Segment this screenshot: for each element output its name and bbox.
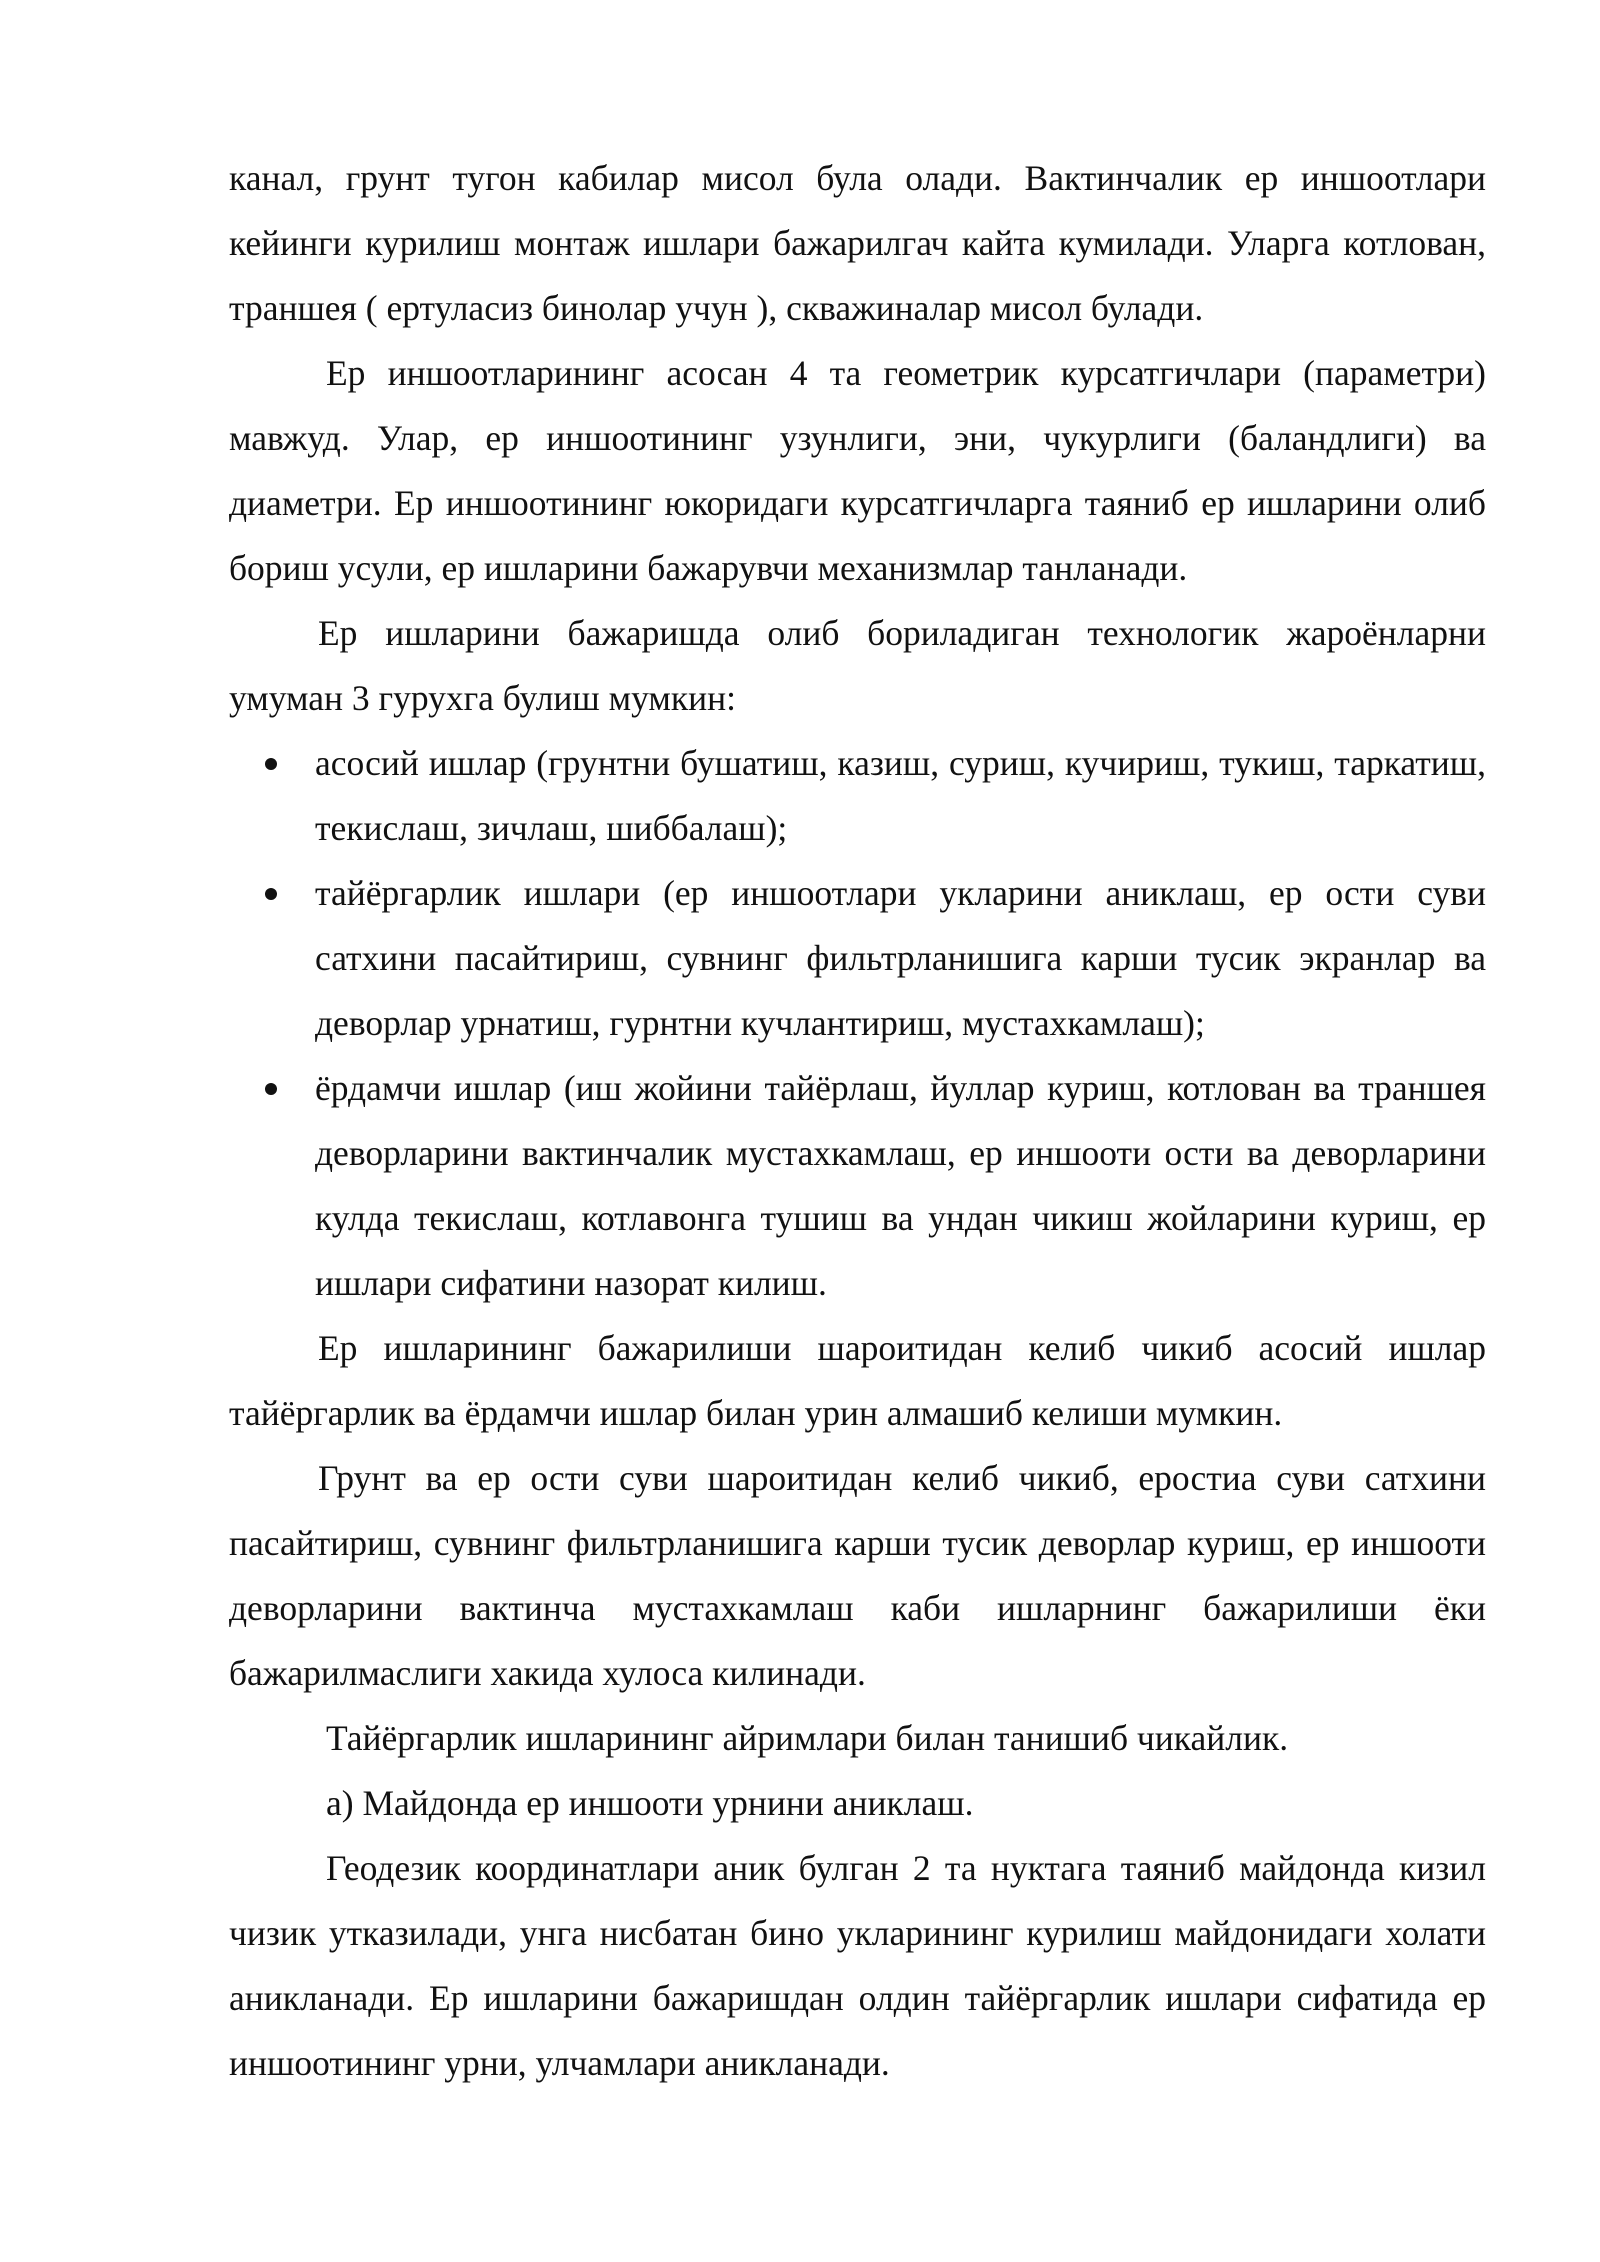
paragraph: Ер ишларини бажаришда олиб бориладиган технологик жароёнларни умуман 3 гурухга булиш мумкин: bbox=[229, 613, 1486, 718]
list-item bbox=[315, 1056, 1486, 1316]
paragraph: Грунт ва ер ости суви шароитидан келиб чикиб, еростиа суви сатхини пасайтириш, сувнинг фильтрланишига карши тусик деворлар куриш, ер иншооти деворларини вактинча мустахкамлаш каби ишларнинг бажарилиши ёки бажарилмаслиги хакида хулоса килинади. bbox=[229, 1458, 1486, 1693]
paragraph: Геодезик координатлари аник булган 2 та нуктага таяниб майдонда кизил чизик утказилади, унга нисбатан бино укларининг курилиш майдонидаги холати аникланади. Ер ишларини бажаришдан олдин тайёргарлик ишлари сифатида ер иншоотининг урни, улчамлари аникланади. bbox=[229, 1848, 1486, 2083]
paragraph: а) Майдонда ер иншооти урнини аниклаш. bbox=[326, 1783, 974, 1823]
list-item bbox=[315, 731, 1486, 861]
bullet-icon bbox=[265, 861, 279, 926]
bullet-list bbox=[229, 731, 1486, 1316]
paragraph: Тайёргарлик ишларининг айримлари билан танишиб чикайлик. bbox=[326, 1718, 1289, 1758]
list-item-text: асосий ишлар (грунтни бушатиш, казиш, суриш, кучириш, тукиш, таркатиш, текислаш, зичлаш, шиббалаш); bbox=[315, 743, 1486, 848]
paragraph: канал, грунт тугон кабилар мисол була олади. Вактинчалик ер иншоотлари кейинги курилиш монтаж ишлари бажарилгач кайта кумилади. Уларга котлован, траншея ( ертуласиз бинолар учун ), скважиналар мисол булади. bbox=[229, 158, 1486, 328]
list-item-text: ёрдамчи ишлар (иш жойини тайёрлаш, йуллар куриш, котлован ва траншея деворларини вактинчалик мустахкамлаш, ер иншооти ости ва деворларини кулда текислаш, котлавонга тушиш ва ундан чикиш жойларини куриш, ер ишлари сифатини назорат килиш. bbox=[315, 1068, 1486, 1303]
list-item bbox=[315, 861, 1486, 1056]
list-item-text: тайёргарлик ишлари (ер иншоотлари укларини аниклаш, ер ости суви сатхини пасайтириш, сувнинг фильтрланишига карши тусик экранлар ва деворлар урнатиш, гурнтни кучлантириш, мустахкамлаш); bbox=[315, 873, 1486, 1043]
paragraph: Ер ишларининг бажарилиши шароитидан келиб чикиб асосий ишлар тайёргарлик ва ёрдамчи ишлар билан урин алмашиб келиши мумкин. bbox=[229, 1328, 1486, 1433]
document-body bbox=[229, 146, 1486, 2096]
bullet-icon bbox=[265, 731, 279, 796]
bullet-icon bbox=[265, 1056, 279, 1121]
paragraph: Ер иншоотларининг асосан 4 та геометрик курсатгичлари (параметри) мавжуд. Улар, ер иншоотининг узунлиги, эни, чукурлиги (баландлиги) ва диаметри. Ер иншоотининг юкоридаги курсатгичларга таяниб ер ишларини олиб бориш усули, ер ишларини бажарувчи механизмлар танланади. bbox=[229, 353, 1486, 588]
